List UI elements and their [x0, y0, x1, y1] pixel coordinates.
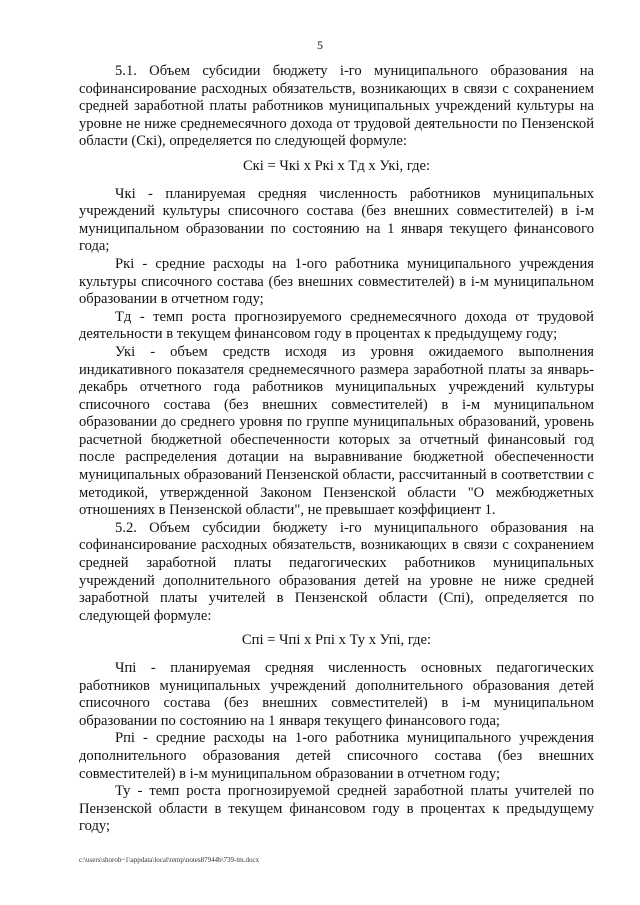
- definition-uk: Укi - объем средств исходя из уровня ожидаемого выполнения индикативного показателя среднемесячного размера заработной платы за январь-декабрь отчетного года работников муниципальных учреждений культуры списочного состава (без внешних совместителей) в i-м муниципальном образовании до среднего уровня по группе муниципальных образований, уровень расчетной бюджетной обеспеченности которых за отчетный финансовый год после распределения дотации на выравнивание бюджетной обеспеченности муниципальных образований Пензенской области, рассчитанный в соответствии с методикой, утвержденной Законом Пензенской области "О межбюджетных отношениях в Пензенской области", не превышает коэффициент 1.: [79, 343, 594, 519]
- definition-tu: Ту - темп роста прогнозируемой средней заработной платы учителей по Пензенской области в текущем финансовом году в процентах к предыдущему году;: [79, 783, 594, 835]
- paragraph-5-2: 5.2. Объем субсидии бюджету i-го муниципального образования на софинансирование расходных обязательств, возникающих в связи с сохранением средней заработной платы педагогических работников муниципальных учреждений дополнительного образования детей на уровне не ниже средней заработной платы учителей в Пензенской области (Спi), определяется по следующей формуле:: [79, 519, 594, 624]
- definition-chp: Чпi - планируемая средняя численность основных педагогических работников муниципальных учреждений дополнительного образования детей списочного состава (без внешних совместителей) в i-м муниципальном образовании по состоянию на 1 января текущего финансового года;: [79, 660, 594, 729]
- definition-rp: Рпi - средние расходы на 1-ого работника муниципального учреждения дополнительного образования детей списочного состава (без внешних совместителей) в i-м муниципальном образовании в отчетном году;: [79, 730, 594, 782]
- page-number: 5: [317, 38, 323, 52]
- paragraph-5-1: 5.1. Объем субсидии бюджету i-го муниципального образования на софинансирование расходных обязательств, возникающих в связи с сохранением средней заработной платы работников муниципальных учреждений культуры на уровне не ниже среднемесячного дохода от трудовой деятельности по Пензенской области (Скi), определяется по следующей формуле:: [79, 63, 594, 150]
- definition-rk: Ркi - средние расходы на 1-ого работника муниципального учреждения культуры списочного состава (без внешних совместителей) в i-м муниципальном образовании в отчетном году;: [79, 255, 594, 308]
- document-body: [79, 63, 594, 836]
- formula-sp: Спi = Чпi х Рпi х Ту х Упi, где:: [241, 632, 432, 649]
- formula-ck: Скi = Чкi х Ркi х Тд х Укi, где:: [242, 157, 431, 174]
- definition-td: Тд - темп роста прогнозируемого среднемесячного дохода от трудовой деятельности в текущем финансовом году в процентах к предыдущему году;: [79, 308, 594, 343]
- file-path-footer: c:\users\shorob~1\appdata\local\temp\notes87944b\739-tm.docx: [79, 856, 260, 864]
- definition-chk: Чкi - планируемая средняя численность работников муниципальных учреждений культуры списочного состава (без внешних совместителей) в i-м муниципальном образовании по состоянию на 1 января текущего финансового года;: [79, 185, 594, 255]
